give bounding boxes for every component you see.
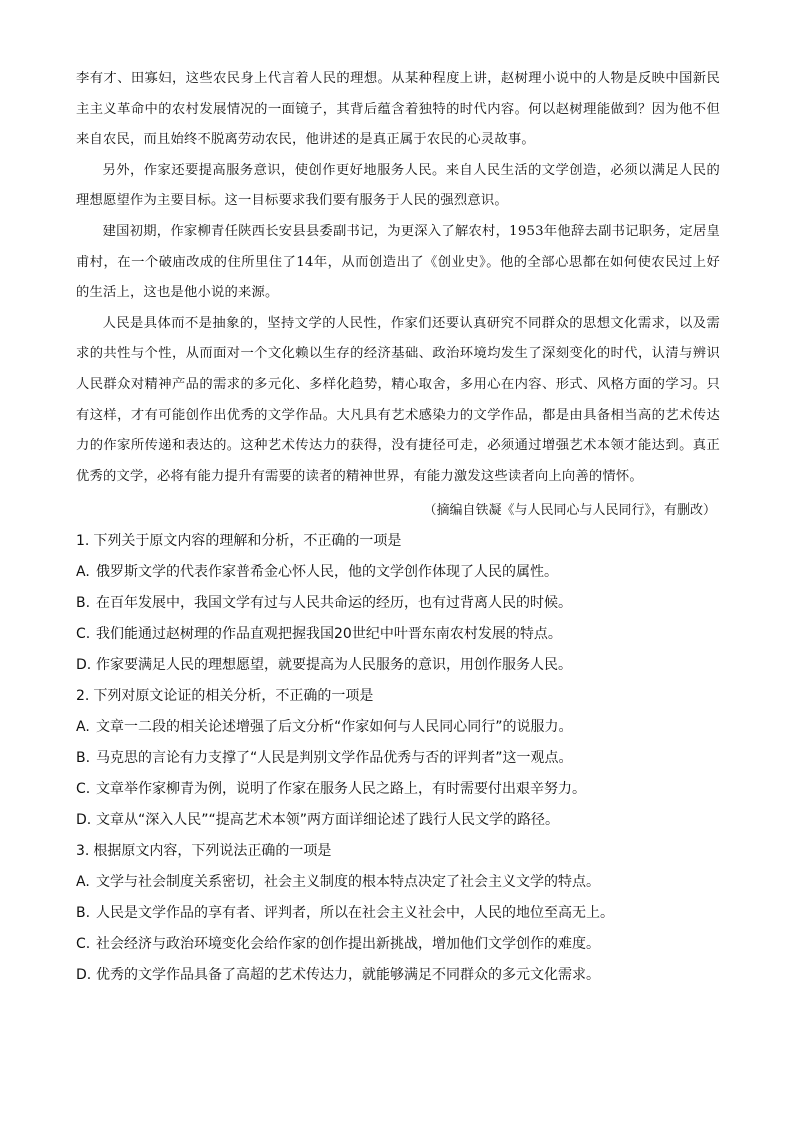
reading-passage bbox=[76, 64, 720, 524]
option-letter: C. bbox=[76, 936, 91, 953]
option-letter: C. bbox=[76, 781, 91, 798]
question-stem bbox=[76, 681, 720, 712]
question-stem bbox=[76, 526, 720, 557]
option-letter: B. bbox=[76, 750, 91, 767]
option-letter: B. bbox=[76, 905, 91, 922]
option-letter: A. bbox=[76, 719, 90, 736]
question-text: 下列对原文论证的相关分析，不正确的一项是 bbox=[93, 688, 374, 705]
option-letter: D. bbox=[76, 657, 92, 674]
option-text: 马克思的言论有力支撑了“人民是判别文学作品优秀与否的评判者”这一观点。 bbox=[96, 750, 573, 767]
option-letter: B. bbox=[76, 595, 91, 612]
option-letter: A. bbox=[76, 874, 90, 891]
question-text: 下列关于原文内容的理解和分析，不正确的一项是 bbox=[93, 533, 402, 550]
option-letter: C. bbox=[76, 626, 91, 643]
option-c bbox=[76, 774, 720, 805]
option-letter: D. bbox=[76, 967, 92, 984]
option-text: 俄罗斯文学的代表作家普希金心怀人民，他的文学创作体现了人民的属性。 bbox=[96, 564, 558, 581]
option-b bbox=[76, 743, 720, 774]
question-1 bbox=[76, 526, 720, 681]
option-text: 我们能通过赵树理的作品直观把握我国20世纪中叶晋东南农村发展的特点。 bbox=[96, 626, 562, 643]
option-text: 优秀的文学作品具备了高超的艺术传达力，就能够满足不同群众的多元文化需求。 bbox=[96, 967, 600, 984]
question-list bbox=[76, 526, 720, 991]
option-d bbox=[76, 805, 720, 836]
passage-paragraph: 李有才、田寡妇，这些农民身上代言着人民的理想。从某种程度上讲，赵树理小说中的人物是反映中国新民主主义革命中的农村发展情况的一面镜子，其背后蕴含着独特的时代内容。何以赵树理能做到？因为他不但来自农民，而且始终不脱离劳动农民，他讲述的是真正属于农民的心灵故事。 bbox=[76, 71, 720, 148]
option-text: 社会经济与政治环境变化会给作家的创作提出新挑战，增加他们文学创作的难度。 bbox=[96, 936, 600, 953]
option-letter: D. bbox=[76, 812, 92, 829]
question-number: 1. bbox=[76, 533, 90, 550]
option-a bbox=[76, 712, 720, 743]
option-c bbox=[76, 619, 720, 650]
option-text: 文学与社会制度关系密切，社会主义制度的根本特点决定了社会主义文学的特点。 bbox=[96, 874, 600, 891]
option-d bbox=[76, 960, 720, 991]
document-page bbox=[76, 64, 720, 991]
question-text: 根据原文内容，下列说法正确的一项是 bbox=[93, 843, 332, 860]
option-b bbox=[76, 898, 720, 929]
option-a bbox=[76, 867, 720, 898]
option-b bbox=[76, 588, 720, 619]
option-text: 在百年发展中，我国文学有过与人民共命运的经历，也有过背离人民的时候。 bbox=[96, 595, 572, 612]
option-text: 人民是文学作品的享有者、评判者，所以在社会主义社会中，人民的地位至高无上。 bbox=[96, 905, 614, 922]
option-c bbox=[76, 929, 720, 960]
question-stem bbox=[76, 836, 720, 867]
passage-paragraph: 建国初期，作家柳青任陕西长安县县委副书记，为更深入了解农村，1953年他辞去副书记职务，定居皇甫村，在一个破庙改成的住所里住了14年，从而创造出了《创业史》。他的全部心思都在如何使农民过上好的生活上，这也是他小说的来源。 bbox=[76, 223, 720, 301]
option-text: 文章举作家柳青为例，说明了作家在服务人民之路上，有时需要付出艰辛努力。 bbox=[96, 781, 586, 798]
question-number: 3. bbox=[76, 843, 90, 860]
passage-source: （摘编自铁凝《与人民同心与人民同行》，有删改） bbox=[423, 503, 716, 519]
option-text: 作家要满足人民的理想愿望，就要提高为人民服务的意识，用创作服务人民。 bbox=[96, 657, 572, 674]
option-d bbox=[76, 650, 720, 681]
question-number: 2. bbox=[76, 688, 90, 705]
question-2 bbox=[76, 681, 720, 836]
option-text: 文章一二段的相关论述增强了后文分析“作家如何与人民同心同行”的说服力。 bbox=[96, 719, 573, 736]
passage-paragraph: 人民是具体而不是抽象的，坚持文学的人民性，作家们还要认真研究不同群众的思想文化需求，以及需求的共性与个性，从而面对一个文化赖以生存的经济基础、政治环境均发生了深刻变化的时代，认清与辨识人民群众对精神产品的需求的多元化、多样化趋势，精心取舍，多用心在内容、形式、风格方面的学习。只有这样，才有可能创作出优秀的文学作品。大凡具有艺术感染力的文学作品，都是由具备相当高的艺术传达力的作家所传递和表达的。这种艺术传达力的获得，没有捷径可走，必须通过增强艺术本领才能达到。真正优秀的文学，必将有能力提升有需要的读者的精神世界，有能力激发这些读者向上向善的情怀。 bbox=[76, 315, 720, 484]
passage-paragraph: 另外，作家还要提高服务意识，使创作更好地服务人民。来自人民生活的文学创造，必须以满足人民的理想愿望作为主要目标。这一目标要求我们要有服务于人民的强烈意识。 bbox=[76, 162, 720, 209]
question-3 bbox=[76, 836, 720, 991]
option-text: 文章从“深入人民”“提高艺术本领”两方面详细论述了践行人民文学的路径。 bbox=[96, 812, 560, 829]
option-letter: A. bbox=[76, 564, 90, 581]
option-a bbox=[76, 557, 720, 588]
